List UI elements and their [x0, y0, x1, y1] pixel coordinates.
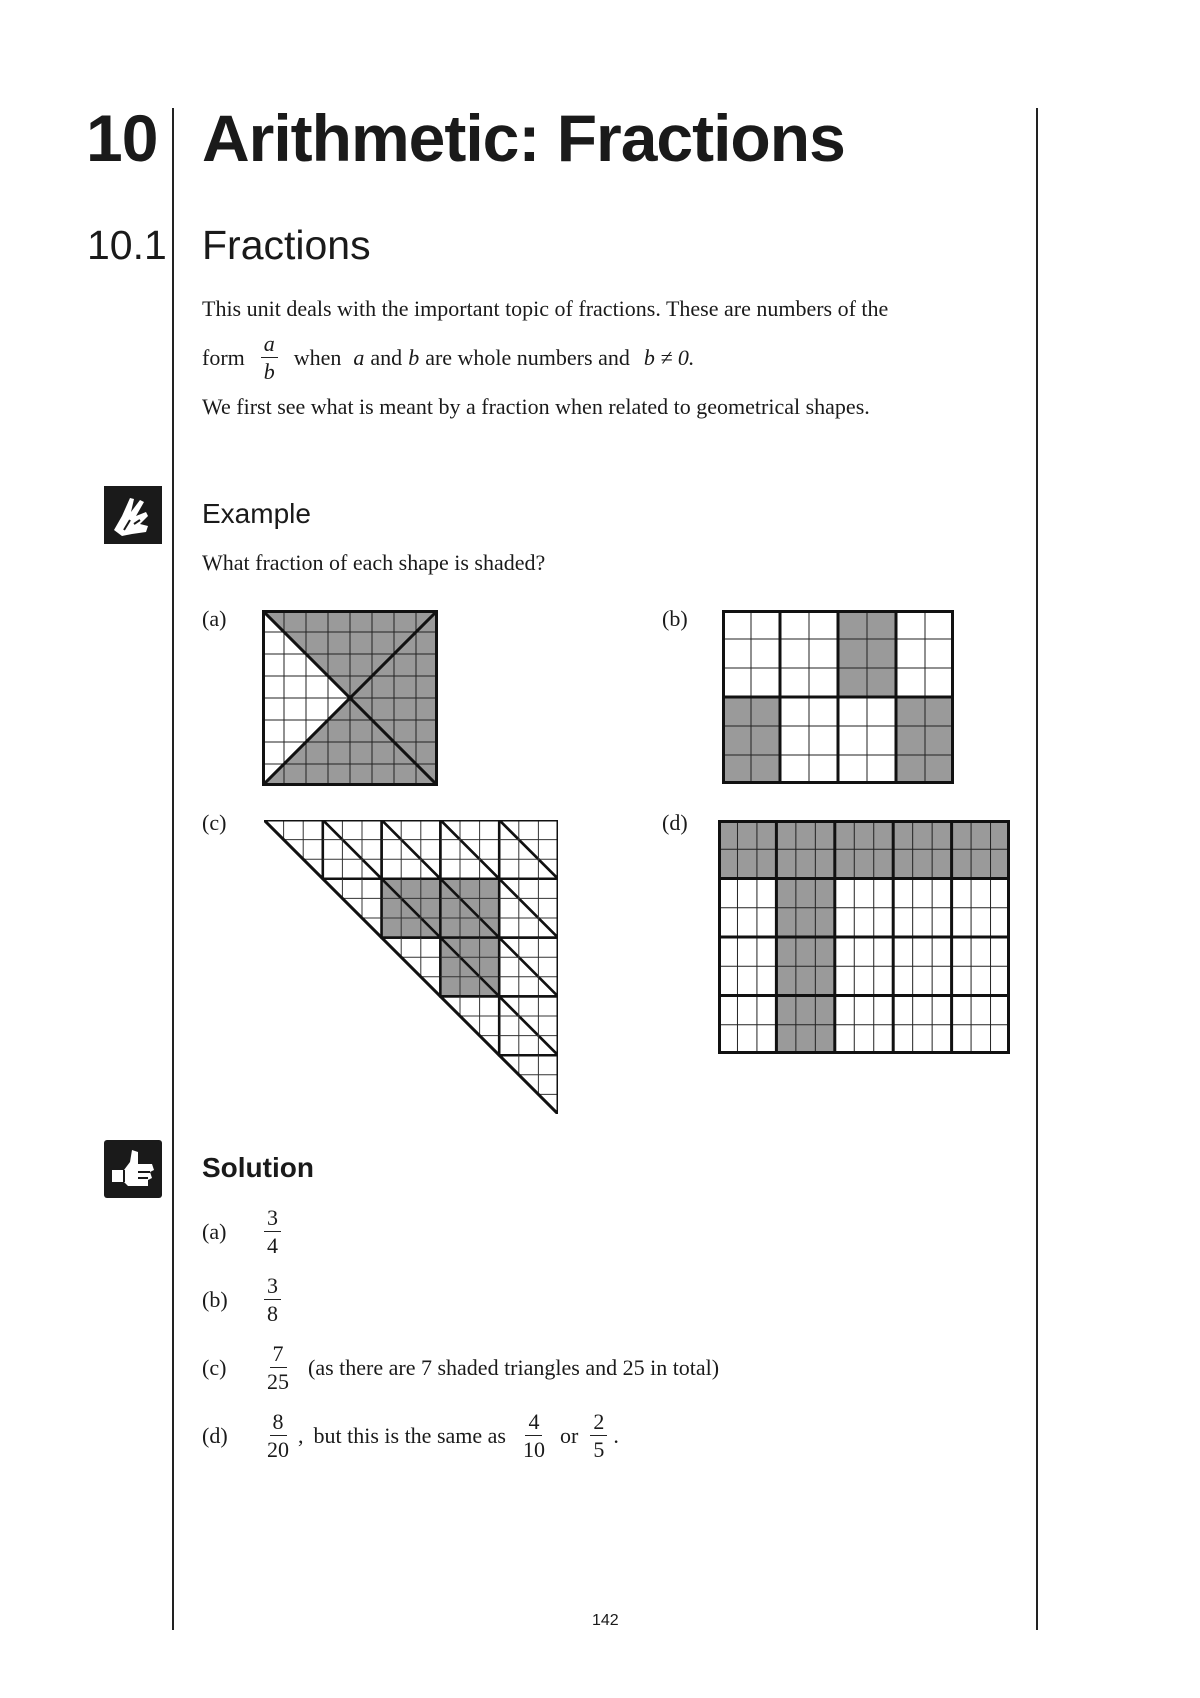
solution-middle-d: but this is the same as — [313, 1422, 506, 1448]
solution-fraction-d — [264, 1410, 292, 1461]
solution-fraction-a — [264, 1206, 281, 1257]
numerator: 2 — [590, 1410, 607, 1436]
shape-a-square — [262, 610, 438, 786]
form-numerator: a — [261, 332, 278, 358]
solution-row-a — [202, 1206, 287, 1257]
numerator: 3 — [264, 1206, 281, 1232]
denominator: 5 — [593, 1437, 605, 1463]
small-triangle — [440, 820, 499, 879]
shape-label-c: (c) — [202, 810, 227, 835]
chapter-title: Arithmetic: Fractions — [202, 101, 845, 175]
intro-line-1: This unit deals with the important topic of fractions. These are numbers of the — [202, 296, 889, 321]
numerator: 3 — [264, 1274, 281, 1300]
denominator: 4 — [267, 1233, 278, 1259]
solution-row-c — [202, 1342, 719, 1393]
var-a: a — [353, 344, 365, 370]
numerator: 8 — [270, 1410, 287, 1436]
intro-form-word: form — [202, 344, 245, 370]
solution-fraction-c — [264, 1342, 292, 1393]
shape-label-a: (a) — [202, 606, 227, 631]
denominator: 8 — [267, 1301, 278, 1327]
left-margin-rule — [172, 108, 174, 1630]
small-triangle — [499, 820, 558, 879]
thumbs-up-hand-icon — [104, 1140, 162, 1198]
small-triangle — [499, 996, 558, 1055]
intro-when-word: when — [293, 344, 342, 370]
solution-heading: Solution — [202, 1152, 314, 1183]
solution-comma-d: , — [298, 1422, 304, 1448]
numerator: 4 — [525, 1410, 542, 1436]
intro-line-2 — [202, 332, 694, 383]
denominator: 10 — [522, 1437, 545, 1463]
example-heading: Example — [202, 498, 311, 529]
chapter-number: 10 — [86, 101, 158, 175]
small-triangle — [499, 879, 558, 938]
solution-note-c: (as there are 7 shaded triangles and 25 in total) — [308, 1354, 720, 1380]
intro-line-3: We first see what is meant by a fraction when related to geometrical shapes. — [202, 394, 870, 419]
right-margin-rule — [1036, 108, 1038, 1630]
solution-label-b: (b) — [202, 1286, 228, 1312]
example-question: What fraction of each shape is shaded? — [202, 550, 546, 575]
small-triangle — [382, 820, 441, 879]
intro-and-word: and — [370, 344, 403, 370]
shape-d-rectangle — [718, 820, 1010, 1054]
form-fraction — [261, 332, 278, 383]
solution-label-c: (c) — [202, 1354, 227, 1380]
page-number: 142 — [592, 1612, 619, 1629]
solution-row-d — [202, 1410, 619, 1461]
solution-fraction-d2 — [520, 1410, 548, 1461]
condition-b-not-zero: b ≠ 0. — [643, 344, 695, 370]
var-b: b — [408, 344, 420, 370]
solution-or-d: or — [559, 1422, 579, 1448]
shape-b-rectangle — [722, 610, 954, 784]
section-number: 10.1 — [87, 222, 167, 268]
section-title: Fractions — [202, 222, 371, 268]
shape-c-triangle — [264, 820, 558, 1114]
intro-line-2-rest: are whole numbers and — [425, 344, 630, 370]
small-triangle — [323, 820, 382, 879]
solution-label-a: (a) — [202, 1218, 227, 1244]
pointing-hand-icon — [104, 486, 162, 544]
solution-row-b — [202, 1274, 287, 1325]
shape-label-b: (b) — [662, 606, 688, 631]
numerator: 7 — [270, 1342, 287, 1368]
denominator: 25 — [267, 1369, 289, 1395]
solution-fraction-b — [264, 1274, 281, 1325]
shape-label-d: (d) — [662, 810, 688, 835]
solution-end-d: . — [613, 1422, 619, 1448]
small-triangle — [499, 938, 558, 997]
form-denominator: b — [263, 359, 275, 385]
solution-label-d: (d) — [202, 1422, 228, 1448]
solution-fraction-d3 — [590, 1410, 607, 1461]
denominator: 20 — [267, 1437, 289, 1463]
